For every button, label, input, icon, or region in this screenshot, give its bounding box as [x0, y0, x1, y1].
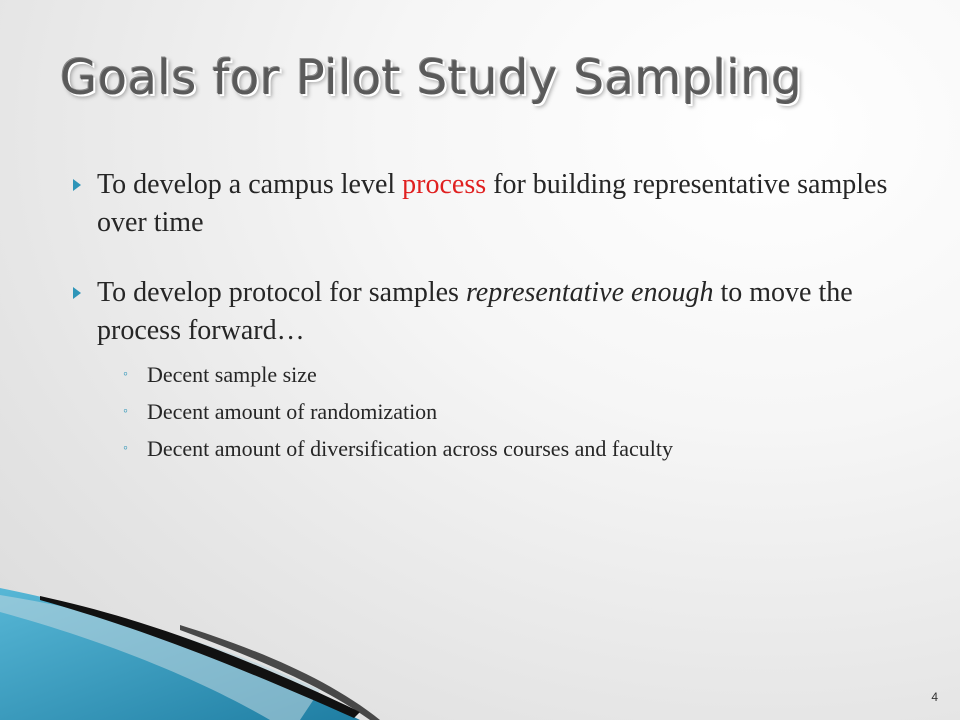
sub-bullet-item	[97, 356, 933, 393]
bullet-item-2	[73, 274, 933, 467]
sub-bullet-list	[97, 356, 933, 467]
bullet-2-emphasis: representative enough	[465, 277, 714, 308]
arrow-right-icon	[73, 287, 81, 299]
circle-bullet-icon: ◦	[123, 367, 128, 382]
sub-bullet-item	[97, 430, 933, 467]
bullet-2-text-before: To develop protocol for samples	[97, 277, 466, 308]
bullet-1-text-before: To develop a campus level	[97, 169, 403, 200]
bullet-list	[73, 166, 933, 467]
circle-bullet-icon: ◦	[123, 404, 128, 419]
slide-title: Goals for Pilot Study Sampling	[60, 50, 803, 106]
bullet-1-text-after: for building representative samples over time	[97, 169, 888, 238]
page-number: 4	[931, 690, 938, 704]
sub-bullet-text: Decent amount of diversification across courses and faculty	[147, 436, 673, 461]
sub-bullet-item	[97, 393, 933, 430]
sub-bullet-text: Decent sample size	[147, 362, 317, 387]
bullet-2-text-after: to move the process forward…	[97, 277, 853, 346]
sub-bullet-text: Decent amount of randomization	[147, 399, 438, 424]
bullet-1-highlight: process	[402, 169, 487, 200]
bullet-item-1	[73, 166, 933, 242]
arrow-right-icon	[73, 179, 81, 191]
circle-bullet-icon: ◦	[123, 441, 128, 456]
